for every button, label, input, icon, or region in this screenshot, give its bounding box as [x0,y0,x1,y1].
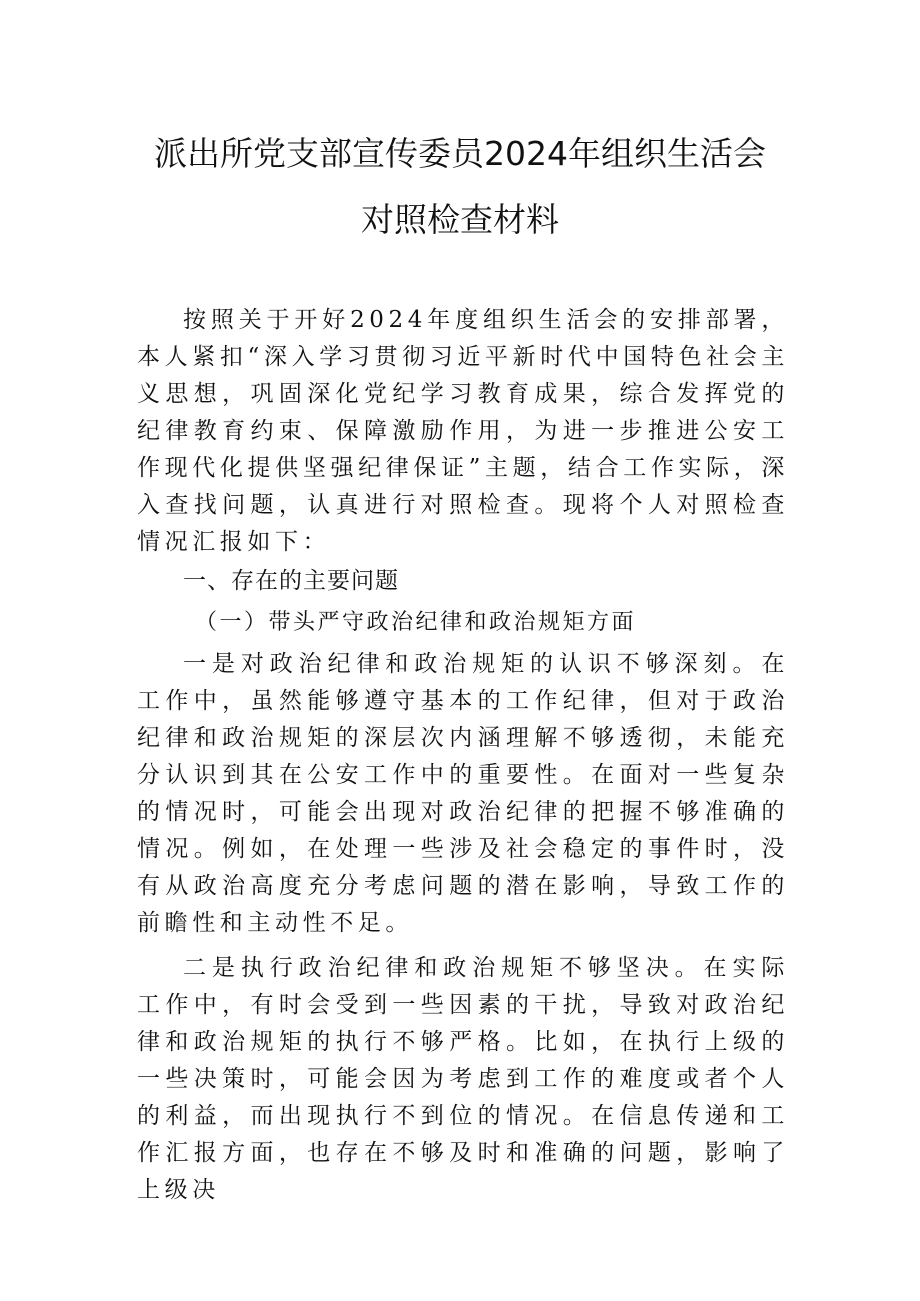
para2-block [137,950,789,1209]
subsection-heading: （一）带头严守政治纪律和政治规矩方面 [195,610,637,635]
body-paragraph-1: 一是对政治纪律和政治规矩的认识不够深刻。在工作中，虽然能够遵守基本的工作纪律，但对于政治纪律和政治规矩的深层次内涵理解不够透彻，未能充分认识到其在公安工作中的重要性。在面对一些复杂的情况时，可能会出现对政治纪律的把握不够准确的情况。例如，在处理一些涉及社会稳定的事件时，没有从政治高度充分考虑问题的潜在影响，导致工作的前瞻性和主动性不足。 [137,651,789,936]
document-title-line2: 对照检查材料 [361,200,559,239]
body-paragraph-2: 二是执行政治纪律和政治规矩不够坚决。在实际工作中，有时会受到一些因素的干扰，导致对政治纪律和政治规矩的执行不够严格。比如，在执行上级的一些决策时，可能会因为考虑到工作的难度或者个人的利益，而出现执行不到位的情况。在信息传递和工作汇报方面，也存在不够及时和准确的问题，影响了上级决 [137,955,789,1203]
intro-paragraph: 按照关于开好2024年度组织生活会的安排部署，本人紧扣“深入学习贯彻习近平新时代中国特色社会主义思想，巩固深化党纪学习教育成果，综合发挥党的纪律教育约束、保障激励作用，为进一步推进公安工作现代化提供坚强纪律保证”主题，结合工作实际，深入查找问题，认真进行对照检查。现将个人对照检查情况汇报如下： [137,307,789,555]
intro-block [137,302,789,561]
section-heading: 一、存在的主要问题 [183,568,399,594]
para1-block [137,646,789,942]
document-title-line1: 派出所党支部宣传委员2024年组织生活会 [154,134,766,173]
